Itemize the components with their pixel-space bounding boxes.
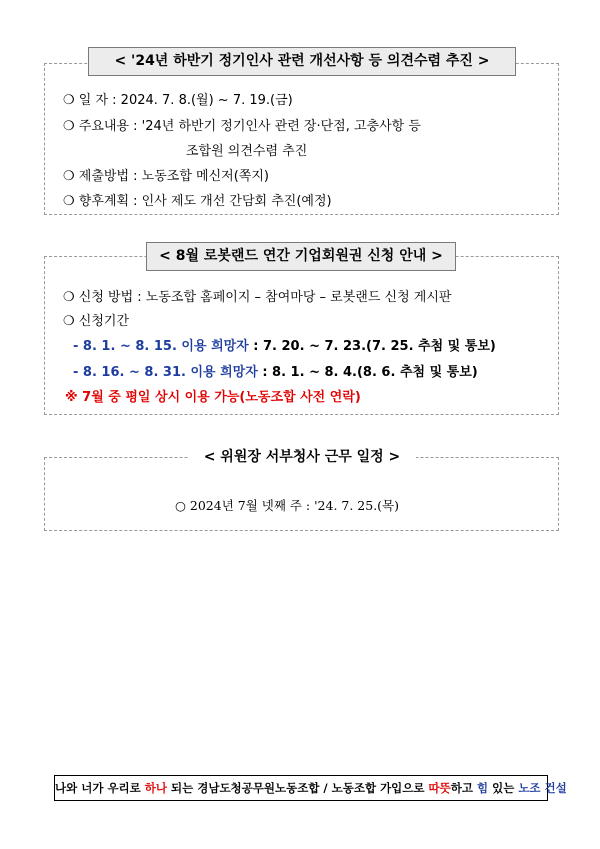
section-title-robotland: < 8월 로봇랜드 연간 기업회원권 신청 안내 > <box>146 242 456 271</box>
slogan-highlight-power: 힘 <box>476 781 489 795</box>
period-range-1: - 8. 1. ~ 8. 15. 이용 희망자 <box>73 339 249 354</box>
weekday-note: ※ 7월 중 평일 상시 이용 가능(노동조합 사전 연락) <box>65 390 361 405</box>
notice-section-personnel <box>44 63 559 215</box>
slogan-part: 되는 경남도청공무원노동조합 / 노동조합 가입으로 <box>167 781 429 795</box>
union-slogan-banner <box>54 775 567 801</box>
section-title-schedule: < 위원장 서부청사 근무 일정 > <box>188 444 416 471</box>
content-line-cont: 조합원 의견수렴 추진 <box>186 144 308 159</box>
notice-section-robotland <box>44 256 559 415</box>
content-line: ❍ 주요내용 : '24년 하반기 정기인사 관련 장·단점, 고충사항 등 <box>63 119 421 134</box>
slogan-part: 있는 <box>488 781 519 795</box>
schedule-line: ○ 2024년 7월 넷째 주 : '24. 7. 25.(목) <box>175 498 399 513</box>
period-row-2 <box>73 361 478 380</box>
slogan-highlight-warm: 따뜻 <box>428 781 451 795</box>
period-detail-1: : 7. 20. ~ 7. 23.(7. 25. 추첨 및 통보) <box>248 339 496 354</box>
section-title-personnel: < '24년 하반기 정기인사 관련 개선사항 등 의견수렴 추진 > <box>88 47 516 76</box>
date-line: ❍ 일 자 : 2024. 7. 8.(월) ~ 7. 19.(금) <box>63 93 293 108</box>
apply-method-line: ❍ 신청 방법 : 노동조합 홈페이지 – 참여마당 – 로봇랜드 신청 게시판 <box>63 290 452 305</box>
slogan-highlight-union: 노조 건설 <box>518 781 567 795</box>
period-range-2: - 8. 16. ~ 8. 31. 이용 희망자 <box>73 365 258 380</box>
slogan-part: 나와 너가 우리로 <box>55 781 145 795</box>
slogan-part: 하고 <box>450 781 477 795</box>
slogan-highlight-hana: 하나 <box>144 781 167 795</box>
submit-method-line: ❍ 제출방법 : 노동조합 메신저(쪽지) <box>63 169 269 184</box>
apply-period-label: ❍ 신청기간 <box>63 314 130 329</box>
future-plan-line: ❍ 향후계획 : 인사 제도 개선 간담회 추진(예정) <box>63 194 332 209</box>
period-row-1 <box>73 335 496 354</box>
period-detail-2: : 8. 1. ~ 8. 4.(8. 6. 추첨 및 통보) <box>257 365 478 380</box>
